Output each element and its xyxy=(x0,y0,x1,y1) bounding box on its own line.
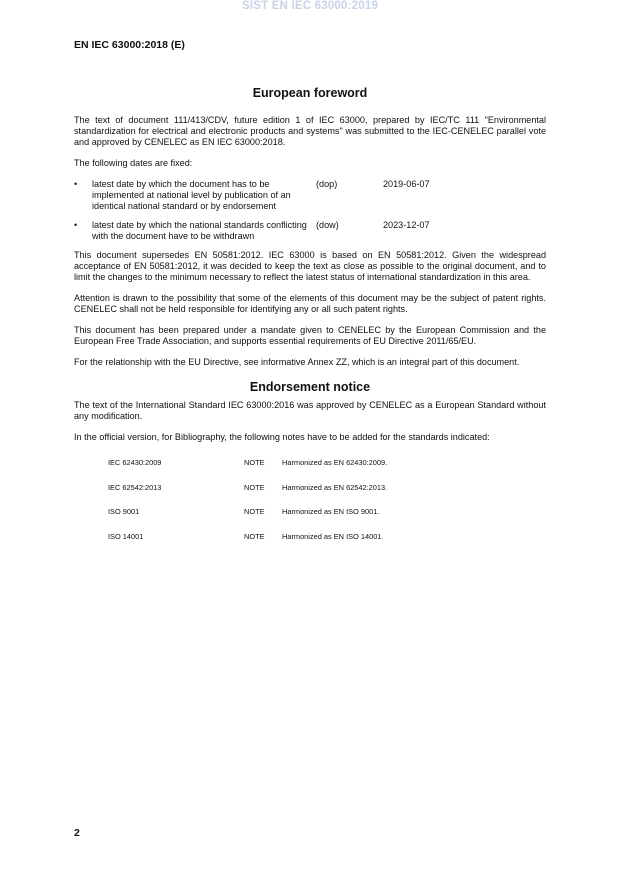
date-code: (dow) xyxy=(316,220,339,230)
note-standard: ISO 14001 xyxy=(108,531,144,541)
date-row-dow xyxy=(74,220,546,242)
endorsement-title: Endorsement notice xyxy=(249,380,371,394)
note-label: NOTE xyxy=(244,458,265,467)
note-standard: IEC 62542:2013 xyxy=(108,482,162,492)
page-number: 2 xyxy=(74,827,80,839)
note-label: NOTE xyxy=(244,531,265,541)
page-body xyxy=(74,86,546,555)
foreword-paragraph-6: For the relationship with the EU Directive, see informative Annex ZZ, which is an integral part of this document. xyxy=(74,357,520,367)
foreword-paragraph-3: This document supersedes EN 50581:2012. IEC 63000 is based on EN 50581:2012. Given the widespread acceptance of EN 50581:2012, it was decided to keep the text as close as possible to the original document, and to limit the changes to the minimum necessary to reflect the latest status of international standardization in this area. xyxy=(74,250,546,282)
date-value: 2019-06-07 xyxy=(383,179,430,189)
date-description: latest date by which the national standards conflicting with the document have to be withdrawn xyxy=(92,220,307,241)
note-row xyxy=(74,531,546,556)
foreword-paragraph-5: This document has been prepared under a mandate given to CENELEC by the European Commission and the European Free Trade Association, and supports essential requirements of EU Directive 2011/65/EU. xyxy=(74,325,546,346)
note-text: Harmonized as EN 62542:2013. xyxy=(282,482,388,492)
bullet: • xyxy=(74,220,78,230)
bibliography-notes xyxy=(74,457,546,555)
note-row xyxy=(74,482,546,507)
note-text: Harmonized as EN ISO 14001. xyxy=(282,531,384,541)
document-id: EN IEC 63000:2018 (E) xyxy=(74,39,185,51)
note-standard: ISO 9001 xyxy=(108,507,140,516)
foreword-title: European foreword xyxy=(252,86,368,100)
foreword-paragraph-4: Attention is drawn to the possibility that some of the elements of this document may be the subject of patent rights. CENELEC shall not be held responsible for identifying any or all such patent rights. xyxy=(74,293,546,314)
foreword-paragraph-1: The text of document 111/413/CDV, future edition 1 of IEC 63000, prepared by IEC/TC 111 "Environmental standardization for electrical and electronic products and systems" was submitted to the IEC-CENELEC parallel vote and approved by CENELEC as EN IEC 63000:2018. xyxy=(74,115,546,147)
date-row-dop xyxy=(74,179,546,212)
date-value: 2023-12-07 xyxy=(383,220,430,230)
endorsement-paragraph-1: The text of the International Standard IEC 63000:2016 was approved by CENELEC as a European Standard without any modification. xyxy=(74,400,546,421)
bullet: • xyxy=(74,179,78,189)
watermark: SIST EN IEC 63000:2019 xyxy=(241,0,379,12)
endorsement-paragraph-2: In the official version, for Bibliography, the following notes have to be added for the standards indicated: xyxy=(74,432,490,442)
note-text: Harmonized as EN 62430:2009. xyxy=(282,458,388,467)
date-description: latest date by which the document has to be implemented at national level by publication of an identical national standard or by endorsement xyxy=(92,179,291,211)
note-row xyxy=(74,457,546,482)
date-code: (dop) xyxy=(316,179,338,189)
note-row xyxy=(74,506,546,531)
note-standard: IEC 62430:2009 xyxy=(108,458,162,467)
foreword-paragraph-2: The following dates are fixed: xyxy=(74,158,193,168)
note-text: Harmonized as EN ISO 9001. xyxy=(282,507,380,516)
note-label: NOTE xyxy=(244,482,265,492)
note-label: NOTE xyxy=(244,507,265,516)
dates-list xyxy=(74,179,546,242)
